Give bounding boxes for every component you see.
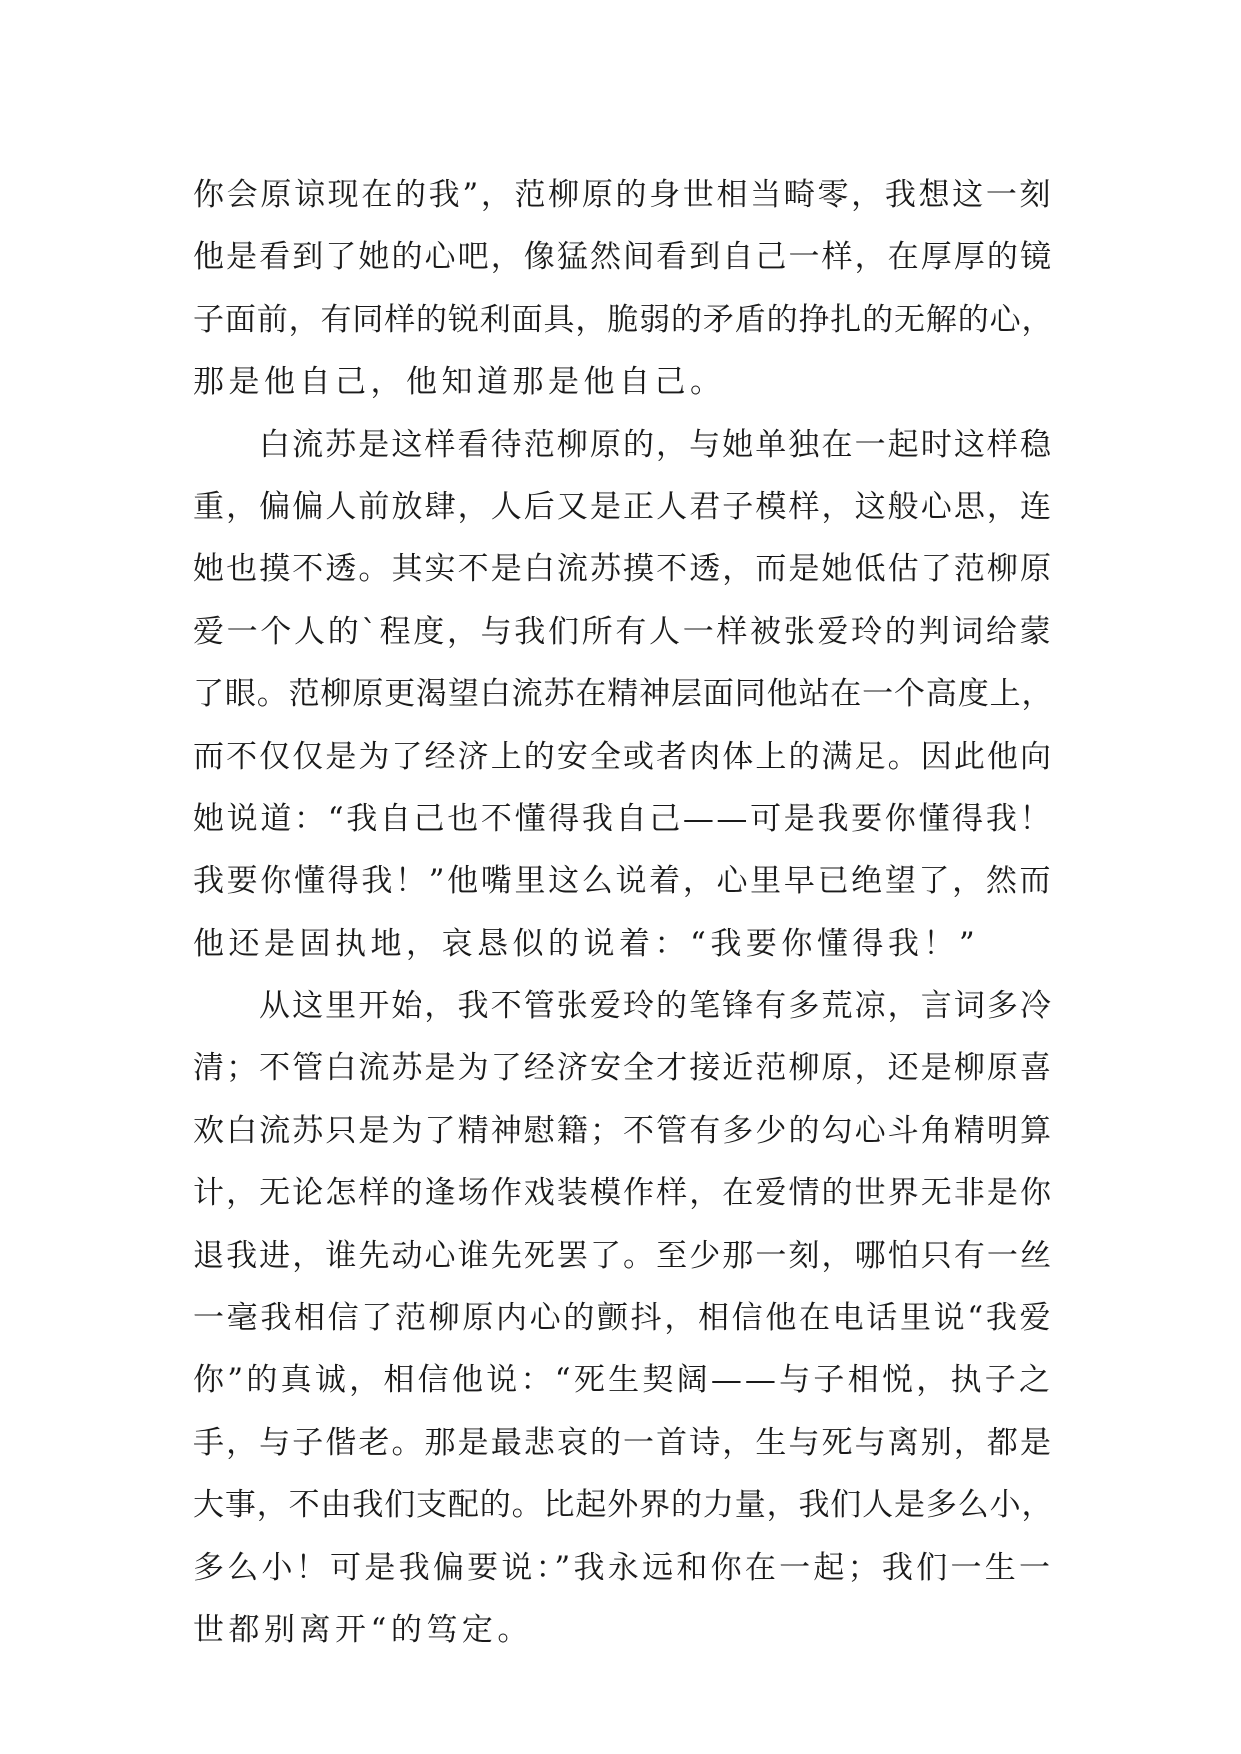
text-line: 大事，不由我们支配的。比起外界的力量，我们人是多么小， — [193, 1487, 1053, 1524]
body-text — [193, 164, 1053, 1661]
paragraph-first-line: 从这里开始，我不管张爱玲的笔锋有多荒凉，言词多冷 — [259, 988, 1053, 1025]
text-line: 子面前，有同样的锐利面具，脆弱的矛盾的挣扎的无解的心， — [193, 301, 1053, 338]
text-line: 我要你懂得我！”他嘴里这么说着，心里早已绝望了，然而 — [193, 863, 1053, 900]
text-line: 重，偏偏人前放肆，人后又是正人君子模样，这般心思，连 — [193, 488, 1053, 525]
text-line: 了眼。范柳原更渴望白流苏在精神层面同他站在一个高度上， — [193, 676, 1053, 713]
text-line: 多么小！可是我偏要说：”我永远和你在一起；我们一生一 — [193, 1549, 1053, 1586]
text-line: 你”的真诚，相信他说：“死生契阔——与子相悦，执子之 — [193, 1362, 1053, 1399]
text-line: 爱一个人的`程度，与我们所有人一样被张爱玲的判词给蒙 — [193, 613, 1053, 650]
text-line: 你会原谅现在的我”，范柳原的身世相当畸零，我想这一刻 — [193, 177, 1053, 213]
text-line: 退我进，谁先动心谁先死罢了。至少那一刻，哪怕只有一丝 — [193, 1237, 1053, 1274]
text-line: 清；不管白流苏是为了经济安全才接近范柳原，还是柳原喜 — [193, 1050, 1053, 1087]
text-line: 她也摸不透。其实不是白流苏摸不透，而是她低估了范柳原 — [193, 551, 1053, 588]
text-line: 计，无论怎样的逢场作戏装模作样，在爱情的世界无非是你 — [193, 1175, 1053, 1212]
text-line: 那是他自己，他知道那是他自己。 — [193, 364, 726, 401]
text-line: 而不仅仅是为了经济上的安全或者肉体上的满足。因此他向 — [193, 738, 1053, 775]
text-line: 她说道：“我自己也不懂得我自己——可是我要你懂得我！ — [193, 800, 1053, 837]
text-line: 他还是固执地，哀恳似的说着：“我要你懂得我！” — [193, 925, 980, 962]
text-line: 世都别离开“的笃定。 — [193, 1611, 533, 1648]
paragraph-first-line: 白流苏是这样看待范柳原的，与她单独在一起时这样稳 — [259, 426, 1053, 463]
text-line: 欢白流苏只是为了精神慰籍；不管有多少的勾心斗角精明算 — [193, 1112, 1053, 1149]
text-line: 一毫我相信了范柳原内心的颤抖，相信他在电话里说“我爱 — [193, 1300, 1053, 1337]
text-line: 手，与子偕老。那是最悲哀的一首诗，生与死与离别，都是 — [193, 1424, 1053, 1461]
text-line: 他是看到了她的心吧，像猛然间看到自己一样，在厚厚的镜 — [193, 239, 1053, 276]
